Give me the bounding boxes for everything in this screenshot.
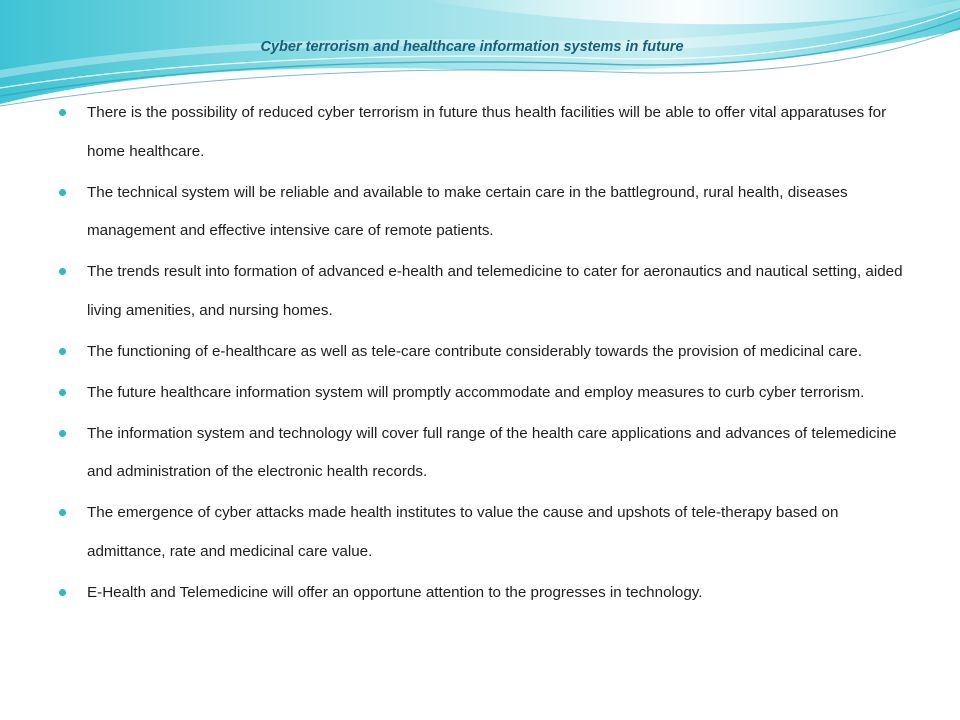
- bullet-list: [56, 94, 916, 615]
- bullet-text: There is the possibility of reduced cyber terrorism in future thus health facilities will be able to offer vital apparatuses for home healthcare.: [87, 104, 887, 160]
- bullet-dot-icon: [59, 189, 66, 196]
- bullet-text: E-Health and Telemedicine will offer an opportune attention to the progresses in technology.: [87, 583, 703, 601]
- bullet-dot-icon: [59, 109, 66, 116]
- bullet-text: The information system and technology will cover full range of the health care applications and advances of telemedicine and administration of the electronic health records.: [87, 424, 897, 480]
- slide-title: Cyber terrorism and healthcare information systems in future: [260, 39, 684, 55]
- bullet-item: [56, 333, 916, 372]
- bullet-text: The technical system will be reliable and available to make certain care in the battleground, rural health, diseases management and effective intensive care of remote patients.: [87, 183, 848, 239]
- bullet-dot-icon: [59, 348, 66, 355]
- bullet-text: The future healthcare information system will promptly accommodate and employ measures to curb cyber terrorism.: [87, 383, 865, 401]
- bullet-item: [56, 174, 916, 251]
- bullet-dot-icon: [59, 509, 66, 516]
- bullet-text: The functioning of e-healthcare as well as tele-care contribute considerably towards the provision of medicinal care.: [87, 342, 862, 360]
- bullet-text: The trends result into formation of advanced e-health and telemedicine to cater for aeronautics and nautical setting, aided living amenities, and nursing homes.: [87, 263, 903, 319]
- bullet-item: [56, 415, 916, 492]
- bullet-item: [56, 94, 916, 171]
- bullet-dot-icon: [59, 389, 66, 396]
- bullet-dot-icon: [59, 430, 66, 437]
- bullet-item: [56, 494, 916, 571]
- bullet-item: [56, 574, 916, 613]
- bullet-item: [56, 253, 916, 330]
- bullet-item: [56, 374, 916, 413]
- bullet-text: The emergence of cyber attacks made health institutes to value the cause and upshots of tele-therapy based on admittance, rate and medicinal care value.: [87, 504, 839, 560]
- bullet-dot-icon: [59, 589, 66, 596]
- bullet-dot-icon: [59, 268, 66, 275]
